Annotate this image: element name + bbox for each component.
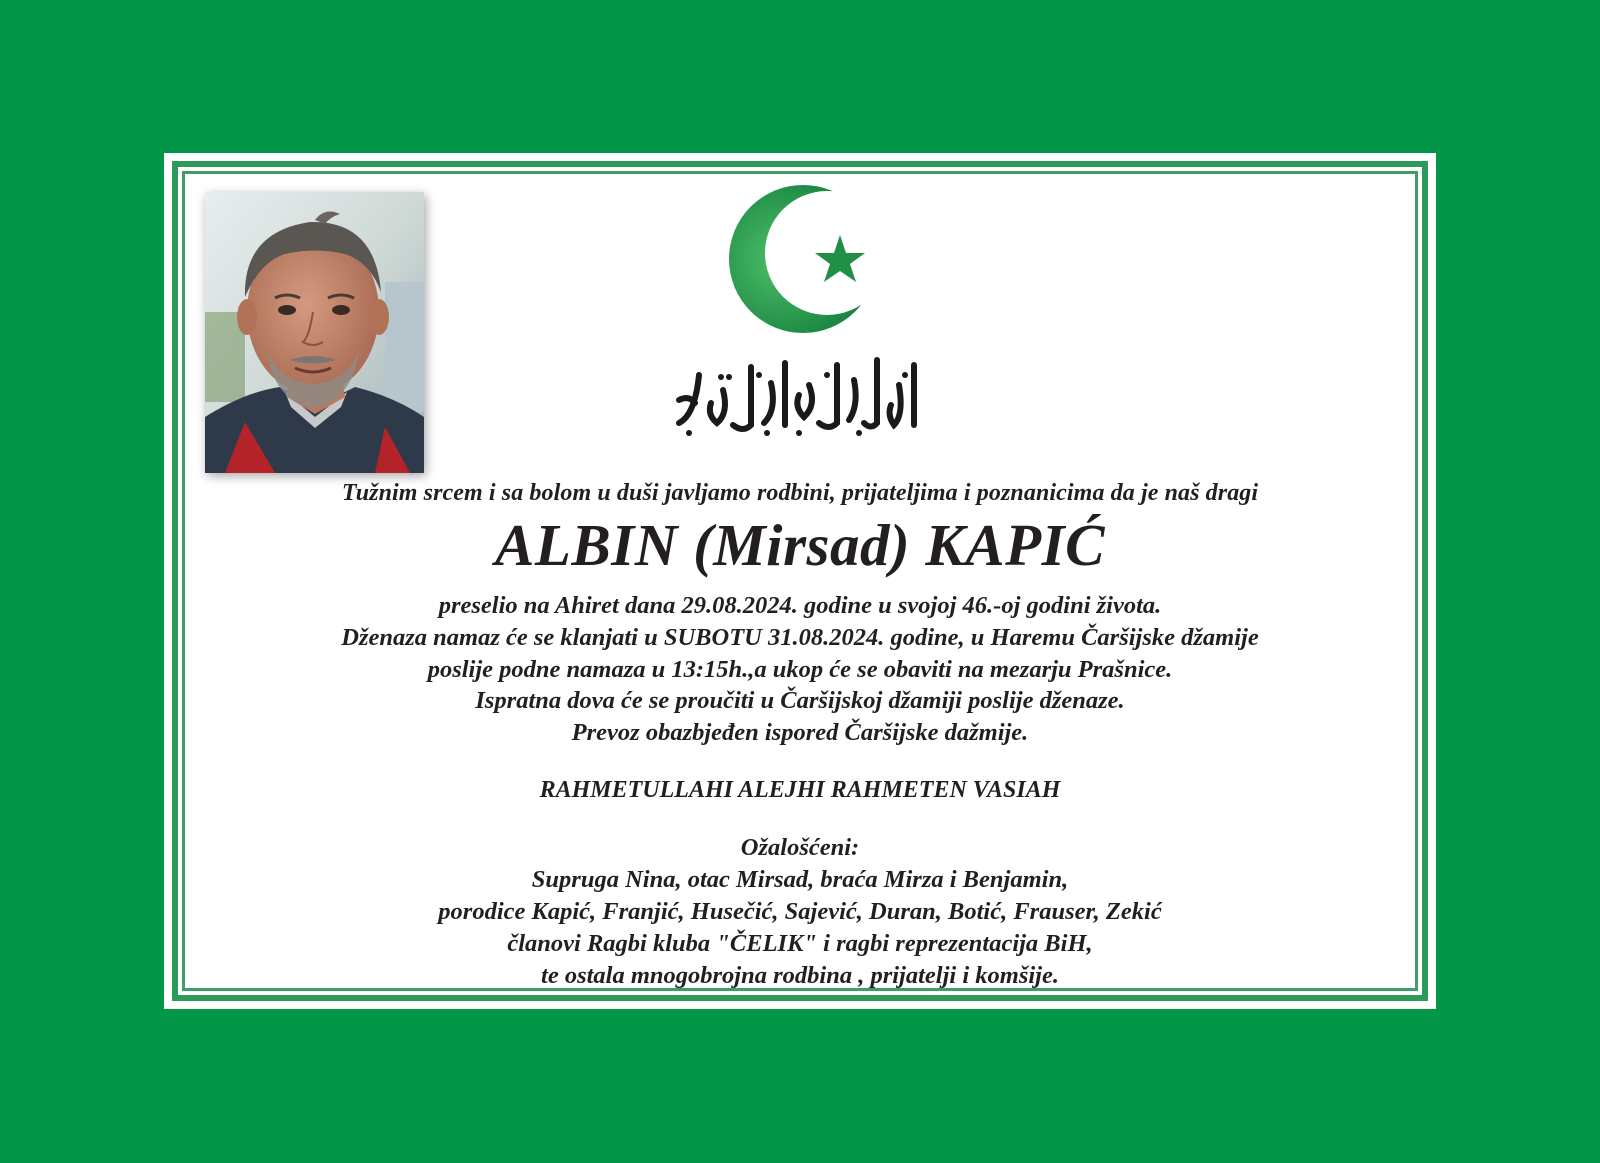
mourners-list xyxy=(164,864,1436,992)
details-line-5: Prevoz obazbjeđen ispored Čaršijske dažmije. xyxy=(571,719,1029,747)
mourners-line-4: te ostala mnogobrojna rodbina , prijatelji i komšije. xyxy=(541,962,1059,989)
mourners-line-2: porodice Kapić, Franjić, Husečić, Sajević, Duran, Botić, Frauser, Zekić xyxy=(438,898,1162,925)
obituary-card xyxy=(164,153,1436,1009)
mourners-title: Ožalošćeni: xyxy=(740,834,860,861)
mourners-line-3: članovi Ragbi kluba "ČELIK" i ragbi reprezentacija BiH, xyxy=(507,930,1093,957)
mourners-line-1: Supruga Nina, otac Mirsad, braća Mirza i Benjamin, xyxy=(531,866,1069,893)
details-line-4: Ispratna dova će se proučiti u Čaršijskoj džamiji poslije dženaze. xyxy=(475,687,1125,715)
details-line-3: poslije podne namaza u 13:15h.,a ukop će se obaviti na mezarju Prašnice. xyxy=(427,655,1173,683)
deceased-name: ALBIN (Mirsad) KAPIĆ xyxy=(495,512,1105,578)
portrait-photo-icon xyxy=(205,192,424,473)
arabic-calligraphy-icon xyxy=(659,345,939,440)
deceased-photo xyxy=(205,192,424,473)
intro-text: Tužnim srcem i sa bolom u duši javljamo rodbini, prijateljima i poznanicima da je naš dragi xyxy=(341,480,1259,506)
prayer-text: RAHMETULLAHI ALEJHI RAHMETEN VASIAH xyxy=(539,777,1061,803)
crescent-and-star-icon xyxy=(725,181,885,341)
details-line-2: Dženaza namaz će se klanjati u SUBOTU 31.08.2024. godine, u Haremu Čaršijske džamije xyxy=(341,623,1259,651)
funeral-details xyxy=(164,590,1436,749)
details-line-1: preselio na Ahiret dana 29.08.2024. godine u svojoj 46.-oj godini života. xyxy=(438,592,1162,619)
